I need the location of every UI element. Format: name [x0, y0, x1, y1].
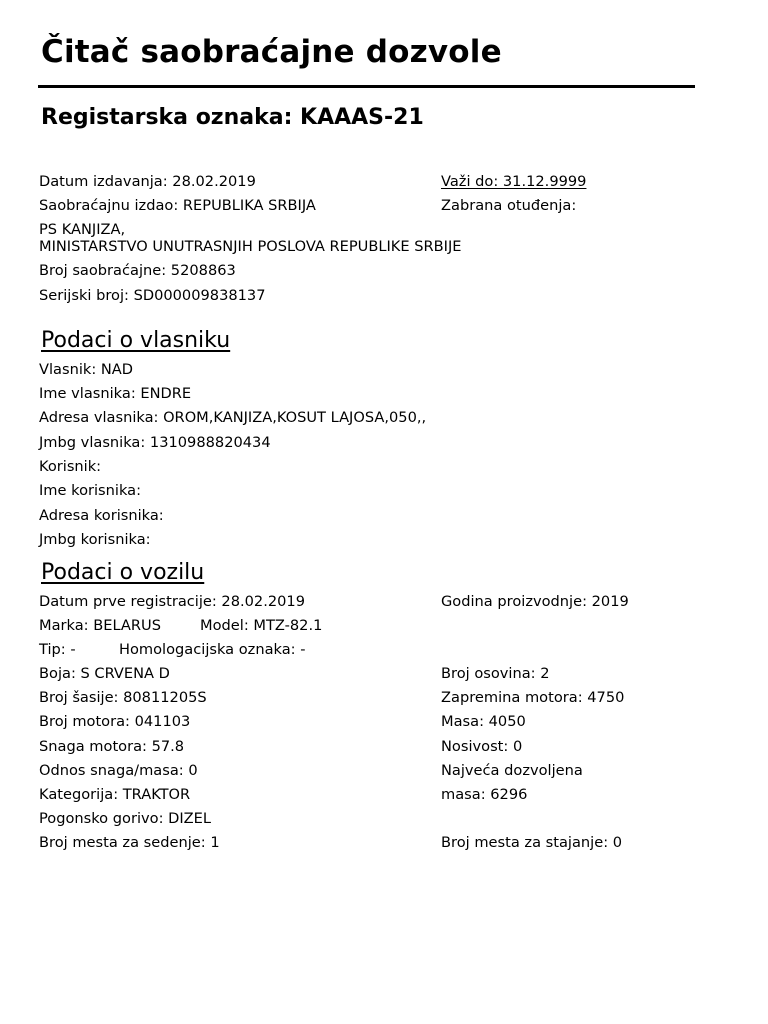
owner: Vlasnik: NAD [39, 361, 134, 378]
load-capacity: Nosivost: 0 [441, 738, 523, 755]
alienation-ban: Zabrana otuđenja: [441, 197, 577, 214]
axle-count: Broj osovina: 2 [441, 665, 550, 682]
user: Korisnik: [39, 458, 102, 475]
user-address: Adresa korisnika: [39, 507, 164, 524]
user-name: Ime korisnika: [39, 482, 142, 499]
owner-section-heading: Podaci o vlasniku [41, 328, 231, 353]
owner-jmbg: Jmbg vlasnika: 1310988820434 [39, 434, 271, 451]
engine-power: Snaga motora: 57.8 [39, 738, 185, 755]
serial-number: Serijski broj: SD000009838137 [39, 287, 266, 304]
seat-count: Broj mesta za sedenje: 1 [39, 834, 220, 851]
owner-name: Ime vlasnika: ENDRE [39, 385, 192, 402]
max-allowed-mass-value: masa: 6296 [441, 786, 528, 803]
page-title: Čitač saobraćajne dozvole [41, 34, 502, 70]
vehicle-type: Tip: - [39, 641, 76, 658]
issue-date: Datum izdavanja: 28.02.2019 [39, 173, 256, 190]
user-jmbg: Jmbg korisnika: [39, 531, 151, 548]
title-divider [38, 85, 695, 88]
vehicle-category: Kategorija: TRAKTOR [39, 786, 191, 803]
engine-volume: Zapremina motora: 4750 [441, 689, 625, 706]
vehicle-make: Marka: BELARUS [39, 617, 161, 634]
first-registration: Datum prve registracije: 28.02.2019 [39, 593, 305, 610]
chassis-number: Broj šasije: 80811205S [39, 689, 207, 706]
valid-until: Važi do: 31.12.9999 [441, 173, 587, 190]
standing-count: Broj mesta za stajanje: 0 [441, 834, 623, 851]
power-mass-ratio: Odnos snaga/masa: 0 [39, 762, 198, 779]
vehicle-model: Model: MTZ-82.1 [200, 617, 323, 634]
vehicle-color: Boja: S CRVENA D [39, 665, 170, 682]
max-allowed-mass-label: Najveća dozvoljena [441, 762, 583, 779]
homologation-mark: Homologacijska oznaka: - [119, 641, 306, 658]
issuer-line-2: MINISTARSTVO UNUTRASNJIH POSLOVA REPUBLIKE SRBIJE [39, 238, 462, 255]
vehicle-section-heading: Podaci o vozilu [41, 560, 205, 585]
engine-number: Broj motora: 041103 [39, 713, 191, 730]
vehicle-mass: Masa: 4050 [441, 713, 526, 730]
issuer-line-1: PS KANJIZA, [39, 221, 126, 238]
fuel-type: Pogonsko gorivo: DIZEL [39, 810, 212, 827]
document-number: Broj saobraćajne: 5208863 [39, 262, 236, 279]
issued-by: Saobraćajnu izdao: REPUBLIKA SRBIJA [39, 197, 316, 214]
owner-address: Adresa vlasnika: OROM,KANJIZA,KOSUT LAJOSA,050,, [39, 409, 427, 426]
registration-heading: Registarska oznaka: KAAAS-21 [41, 105, 424, 130]
production-year: Godina proizvodnje: 2019 [441, 593, 629, 610]
